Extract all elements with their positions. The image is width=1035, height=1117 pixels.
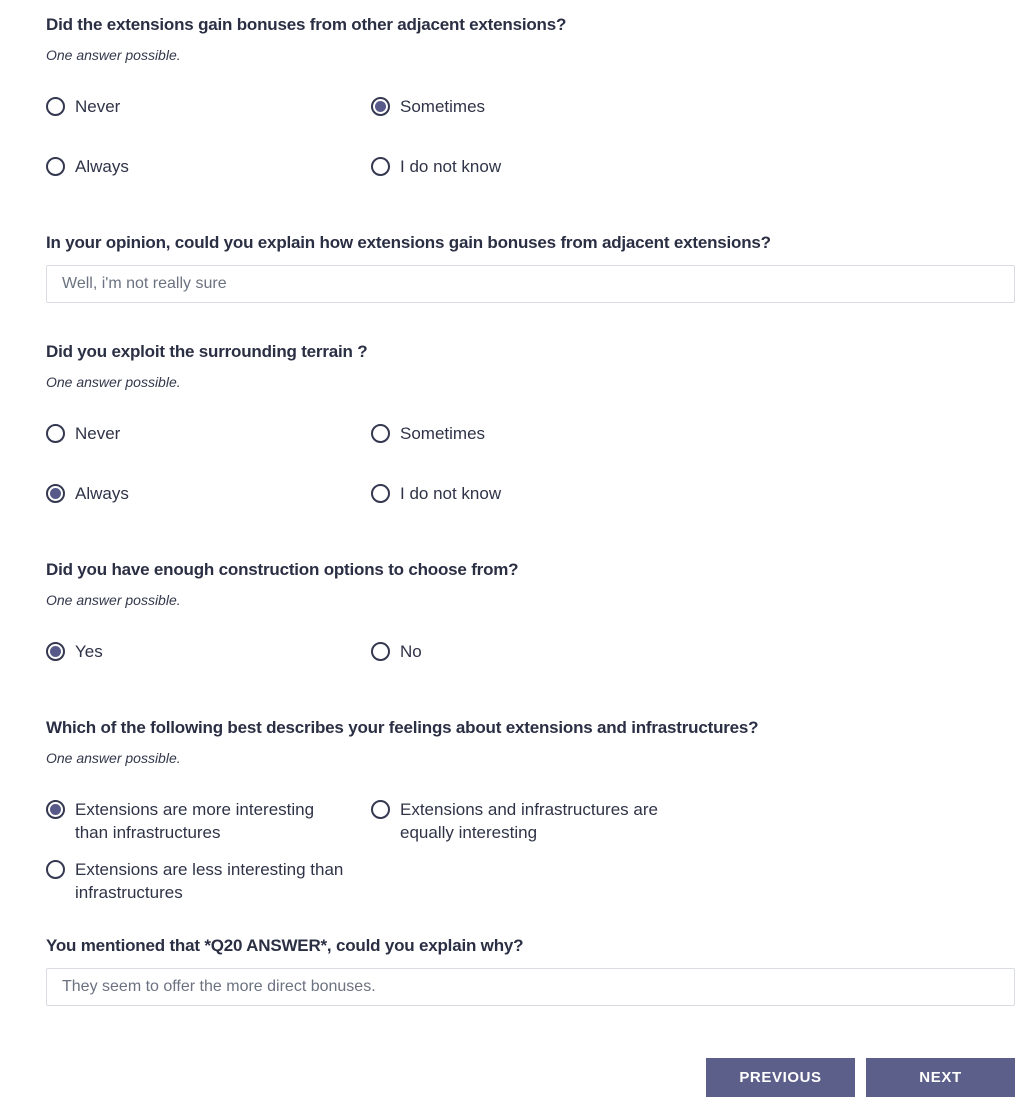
question-block-3 bbox=[46, 341, 1015, 542]
radio-label: Extensions and infrastructures are equally interesting bbox=[400, 800, 658, 842]
radio-button[interactable] bbox=[46, 157, 65, 176]
radio-button[interactable] bbox=[46, 424, 65, 443]
question-block-4 bbox=[46, 559, 1015, 700]
question-block-1 bbox=[46, 14, 1015, 215]
radio-label: Always bbox=[75, 157, 129, 176]
question-hint: One answer possible. bbox=[46, 750, 181, 766]
radio-option[interactable] bbox=[46, 482, 371, 505]
radio-option[interactable] bbox=[371, 422, 1015, 445]
radio-option[interactable] bbox=[371, 798, 1015, 844]
question-block-5 bbox=[46, 717, 1015, 918]
radio-group bbox=[46, 422, 1015, 542]
question-block-2 bbox=[46, 232, 1015, 303]
radio-label: Sometimes bbox=[400, 424, 486, 443]
radio-button[interactable] bbox=[46, 97, 65, 116]
radio-button[interactable] bbox=[371, 97, 390, 116]
radio-option[interactable] bbox=[46, 155, 371, 178]
radio-button[interactable] bbox=[46, 860, 65, 879]
question-title: Did the extensions gain bonuses from other adjacent extensions? bbox=[46, 15, 567, 34]
radio-label: Sometimes bbox=[400, 97, 486, 116]
form-navigation bbox=[46, 1058, 1015, 1117]
radio-button[interactable] bbox=[371, 484, 390, 503]
radio-button[interactable] bbox=[371, 642, 390, 661]
radio-label: Yes bbox=[75, 642, 103, 661]
survey-form bbox=[46, 14, 1015, 1117]
radio-option[interactable] bbox=[371, 155, 1015, 178]
radio-button[interactable] bbox=[371, 157, 390, 176]
radio-label: I do not know bbox=[400, 157, 502, 176]
radio-group bbox=[46, 640, 1015, 700]
radio-button[interactable] bbox=[46, 484, 65, 503]
radio-label: Never bbox=[75, 424, 121, 443]
question-title: Did you exploit the surrounding terrain ? bbox=[46, 342, 368, 361]
radio-button[interactable] bbox=[371, 800, 390, 819]
question-hint: One answer possible. bbox=[46, 374, 181, 390]
radio-option[interactable] bbox=[371, 640, 1015, 663]
question-title: Did you have enough construction options to choose from? bbox=[46, 560, 519, 579]
question-title: Which of the following best describes your feelings about extensions and infrastructures? bbox=[46, 718, 759, 737]
radio-label: I do not know bbox=[400, 484, 502, 503]
radio-option[interactable] bbox=[371, 482, 1015, 505]
next-button[interactable]: NEXT bbox=[866, 1058, 1015, 1097]
radio-button[interactable] bbox=[371, 424, 390, 443]
radio-option[interactable] bbox=[46, 858, 371, 904]
radio-label: Never bbox=[75, 97, 121, 116]
radio-label: Extensions are more interesting than infrastructures bbox=[75, 800, 315, 842]
radio-button[interactable] bbox=[46, 642, 65, 661]
radio-option[interactable] bbox=[46, 95, 371, 118]
answer-text-input[interactable] bbox=[46, 968, 1015, 1006]
radio-group bbox=[46, 798, 1015, 918]
radio-option[interactable] bbox=[46, 422, 371, 445]
radio-option[interactable] bbox=[46, 798, 371, 844]
question-block-6 bbox=[46, 935, 1015, 1006]
question-hint: One answer possible. bbox=[46, 592, 181, 608]
radio-label: No bbox=[400, 642, 422, 661]
radio-label: Extensions are less interesting than infrastructures bbox=[75, 860, 344, 902]
radio-group bbox=[46, 95, 1015, 215]
question-hint: One answer possible. bbox=[46, 47, 181, 63]
question-title: In your opinion, could you explain how extensions gain bonuses from adjacent extensions? bbox=[46, 233, 771, 252]
radio-label: Always bbox=[75, 484, 129, 503]
answer-text-input[interactable] bbox=[46, 265, 1015, 303]
radio-option[interactable] bbox=[371, 95, 1015, 118]
question-title: You mentioned that *Q20 ANSWER*, could you explain why? bbox=[46, 936, 524, 955]
radio-button[interactable] bbox=[46, 800, 65, 819]
radio-option[interactable] bbox=[46, 640, 371, 663]
previous-button[interactable]: PREVIOUS bbox=[706, 1058, 855, 1097]
